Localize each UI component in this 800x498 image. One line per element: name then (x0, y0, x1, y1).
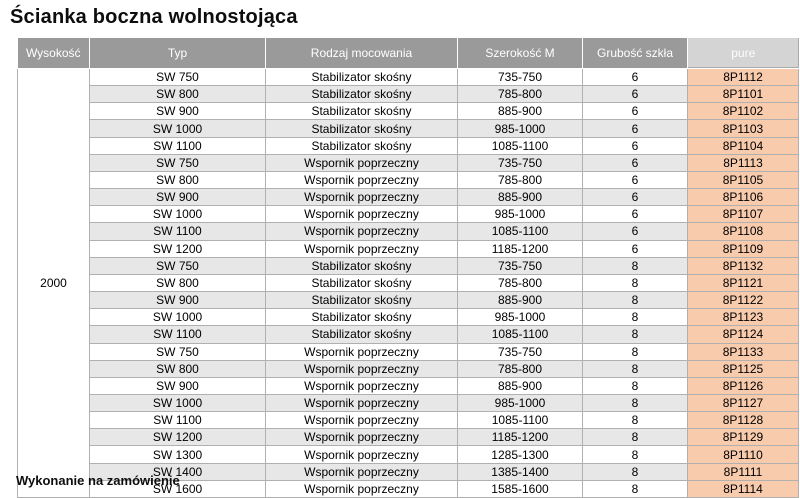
type-cell: SW 1000 (90, 206, 266, 223)
table-row (18, 86, 799, 103)
table-row (18, 274, 799, 291)
width-cell: 735-750 (458, 154, 583, 171)
table-row (18, 309, 799, 326)
type-cell: SW 800 (90, 360, 266, 377)
glass-thickness-cell: 6 (583, 103, 688, 120)
type-cell: SW 800 (90, 274, 266, 291)
glass-thickness-cell: 8 (583, 257, 688, 274)
product-code-cell: 8P1133 (688, 343, 799, 360)
glass-thickness-cell: 6 (583, 154, 688, 171)
footer-note: Wykonanie na zamówienie (16, 473, 180, 488)
glass-thickness-cell: 6 (583, 206, 688, 223)
product-code-cell: 8P1121 (688, 274, 799, 291)
table-row (18, 171, 799, 188)
table-row (18, 429, 799, 446)
glass-thickness-cell: 8 (583, 326, 688, 343)
product-code-cell: 8P1103 (688, 120, 799, 137)
mounting-cell: Stabilizator skośny (266, 326, 458, 343)
table-row (18, 240, 799, 257)
type-cell: SW 1200 (90, 429, 266, 446)
width-cell: 735-750 (458, 257, 583, 274)
type-cell: SW 900 (90, 377, 266, 394)
product-code-cell: 8P1132 (688, 257, 799, 274)
type-cell: SW 1400 (90, 463, 266, 480)
mounting-cell: Wspornik poprzeczny (266, 189, 458, 206)
type-cell: SW 1100 (90, 326, 266, 343)
type-cell: SW 800 (90, 86, 266, 103)
type-cell: SW 1300 (90, 446, 266, 463)
mounting-cell: Wspornik poprzeczny (266, 446, 458, 463)
table-row (18, 257, 799, 274)
product-code-cell: 8P1108 (688, 223, 799, 240)
width-cell: 1185-1200 (458, 429, 583, 446)
table-row (18, 154, 799, 171)
type-cell: SW 750 (90, 154, 266, 171)
glass-thickness-cell: 8 (583, 412, 688, 429)
glass-thickness-cell: 6 (583, 189, 688, 206)
mounting-cell: Wspornik poprzeczny (266, 412, 458, 429)
height-cell: 2000 (18, 69, 90, 498)
mounting-cell: Wspornik poprzeczny (266, 343, 458, 360)
header-width: Szerokość M (458, 38, 583, 69)
glass-thickness-cell: 8 (583, 309, 688, 326)
width-cell: 1085-1100 (458, 326, 583, 343)
table-row (18, 412, 799, 429)
glass-thickness-cell: 6 (583, 120, 688, 137)
mounting-cell: Stabilizator skośny (266, 103, 458, 120)
table-body (18, 69, 799, 498)
product-code-cell: 8P1104 (688, 137, 799, 154)
product-code-cell: 8P1105 (688, 171, 799, 188)
product-code-cell: 8P1122 (688, 292, 799, 309)
width-cell: 985-1000 (458, 309, 583, 326)
product-code-cell: 8P1106 (688, 189, 799, 206)
mounting-cell: Wspornik poprzeczny (266, 223, 458, 240)
type-cell: SW 1000 (90, 309, 266, 326)
type-cell: SW 750 (90, 69, 266, 86)
mounting-cell: Stabilizator skośny (266, 69, 458, 86)
width-cell: 1185-1200 (458, 240, 583, 257)
width-cell: 885-900 (458, 377, 583, 394)
product-table (17, 38, 799, 498)
product-code-cell: 8P1109 (688, 240, 799, 257)
width-cell: 735-750 (458, 343, 583, 360)
table-row (18, 103, 799, 120)
width-cell: 785-800 (458, 274, 583, 291)
width-cell: 1085-1100 (458, 412, 583, 429)
width-cell: 1085-1100 (458, 223, 583, 240)
mounting-cell: Stabilizator skośny (266, 292, 458, 309)
width-cell: 1085-1100 (458, 137, 583, 154)
mounting-cell: Stabilizator skośny (266, 309, 458, 326)
glass-thickness-cell: 6 (583, 240, 688, 257)
mounting-cell: Wspornik poprzeczny (266, 394, 458, 411)
table-row (18, 292, 799, 309)
product-code-cell: 8P1124 (688, 326, 799, 343)
table-row (18, 446, 799, 463)
glass-thickness-cell: 8 (583, 463, 688, 480)
glass-thickness-cell: 8 (583, 480, 688, 497)
glass-thickness-cell: 8 (583, 446, 688, 463)
product-code-cell: 8P1112 (688, 69, 799, 86)
mounting-cell: Wspornik poprzeczny (266, 154, 458, 171)
type-cell: SW 1200 (90, 240, 266, 257)
table-row (18, 189, 799, 206)
type-cell: SW 750 (90, 343, 266, 360)
glass-thickness-cell: 8 (583, 292, 688, 309)
header-glass-thickness: Grubość szkła (583, 38, 688, 69)
header-mounting: Rodzaj mocowania (266, 38, 458, 69)
table-row (18, 223, 799, 240)
table-row (18, 69, 799, 86)
page-title: Ścianka boczna wolnostojąca (10, 6, 298, 28)
table-row (18, 377, 799, 394)
width-cell: 1385-1400 (458, 463, 583, 480)
type-cell: SW 750 (90, 257, 266, 274)
mounting-cell: Wspornik poprzeczny (266, 206, 458, 223)
type-cell: SW 1000 (90, 120, 266, 137)
product-code-cell: 8P1127 (688, 394, 799, 411)
glass-thickness-cell: 6 (583, 137, 688, 154)
header-height: Wysokość (18, 38, 90, 69)
width-cell: 885-900 (458, 103, 583, 120)
glass-thickness-cell: 8 (583, 343, 688, 360)
type-cell: SW 1000 (90, 394, 266, 411)
type-cell: SW 1600 (90, 480, 266, 497)
product-code-cell: 8P1113 (688, 154, 799, 171)
mounting-cell: Wspornik poprzeczny (266, 429, 458, 446)
table-row (18, 137, 799, 154)
product-code-cell: 8P1101 (688, 86, 799, 103)
glass-thickness-cell: 8 (583, 360, 688, 377)
product-code-cell: 8P1128 (688, 412, 799, 429)
type-cell: SW 900 (90, 103, 266, 120)
product-code-cell: 8P1111 (688, 463, 799, 480)
header-type: Typ (90, 38, 266, 69)
type-cell: SW 900 (90, 292, 266, 309)
mounting-cell: Wspornik poprzeczny (266, 377, 458, 394)
type-cell: SW 800 (90, 171, 266, 188)
product-code-cell: 8P1129 (688, 429, 799, 446)
table-row (18, 326, 799, 343)
width-cell: 1585-1600 (458, 480, 583, 497)
product-code-cell: 8P1102 (688, 103, 799, 120)
table-row (18, 120, 799, 137)
table-row (18, 206, 799, 223)
mounting-cell: Stabilizator skośny (266, 274, 458, 291)
product-code-cell: 8P1110 (688, 446, 799, 463)
product-code-cell: 8P1114 (688, 480, 799, 497)
type-cell: SW 900 (90, 189, 266, 206)
table-row (18, 394, 799, 411)
mounting-cell: Wspornik poprzeczny (266, 480, 458, 497)
type-cell: SW 1100 (90, 223, 266, 240)
width-cell: 1285-1300 (458, 446, 583, 463)
mounting-cell: Wspornik poprzeczny (266, 240, 458, 257)
mounting-cell: Wspornik poprzeczny (266, 171, 458, 188)
glass-thickness-cell: 6 (583, 223, 688, 240)
table-row (18, 360, 799, 377)
product-code-cell: 8P1125 (688, 360, 799, 377)
table-header-row (18, 38, 799, 69)
width-cell: 985-1000 (458, 394, 583, 411)
type-cell: SW 1100 (90, 137, 266, 154)
width-cell: 985-1000 (458, 206, 583, 223)
glass-thickness-cell: 8 (583, 394, 688, 411)
width-cell: 785-800 (458, 86, 583, 103)
mounting-cell: Wspornik poprzeczny (266, 463, 458, 480)
mounting-cell: Stabilizator skośny (266, 86, 458, 103)
glass-thickness-cell: 8 (583, 377, 688, 394)
mounting-cell: Stabilizator skośny (266, 257, 458, 274)
header-pure: pure (688, 38, 799, 69)
product-code-cell: 8P1107 (688, 206, 799, 223)
width-cell: 785-800 (458, 360, 583, 377)
glass-thickness-cell: 6 (583, 171, 688, 188)
glass-thickness-cell: 6 (583, 86, 688, 103)
glass-thickness-cell: 8 (583, 274, 688, 291)
glass-thickness-cell: 6 (583, 69, 688, 86)
mounting-cell: Stabilizator skośny (266, 137, 458, 154)
mounting-cell: Stabilizator skośny (266, 120, 458, 137)
product-code-cell: 8P1126 (688, 377, 799, 394)
width-cell: 785-800 (458, 171, 583, 188)
product-code-cell: 8P1123 (688, 309, 799, 326)
mounting-cell: Wspornik poprzeczny (266, 360, 458, 377)
table-header (18, 38, 799, 69)
width-cell: 985-1000 (458, 120, 583, 137)
width-cell: 885-900 (458, 189, 583, 206)
width-cell: 885-900 (458, 292, 583, 309)
glass-thickness-cell: 8 (583, 429, 688, 446)
width-cell: 735-750 (458, 69, 583, 86)
table-row (18, 343, 799, 360)
type-cell: SW 1100 (90, 412, 266, 429)
